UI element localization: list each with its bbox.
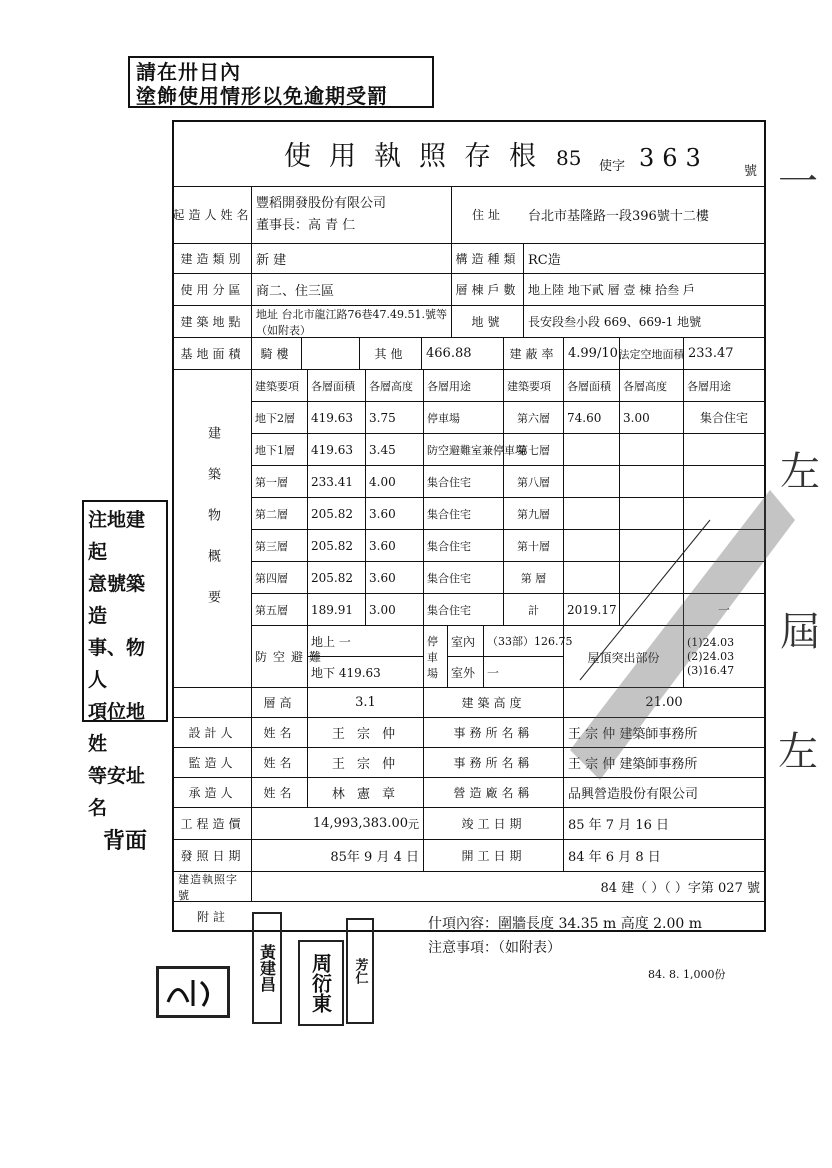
lot-label: 地號 — [452, 306, 524, 337]
start-label: 開工日期 — [424, 840, 564, 871]
title-year: 85 — [556, 146, 582, 170]
roof-value-3: (3)16.47 — [687, 664, 735, 677]
supervisor-office-label: 事務所名稱 — [424, 748, 564, 777]
floor-name-right: 第 層 — [504, 562, 564, 594]
floor-name-right: 第八層 — [504, 466, 564, 498]
notice-stamp-top — [128, 56, 434, 108]
start-date: 84 年 6 月 8 日 — [568, 850, 661, 865]
round-seal — [156, 966, 230, 1018]
issue-date: 85年 9 月 4 日 — [252, 840, 424, 871]
floor-height: 3.60 — [366, 562, 424, 594]
hdr-use: 各層用途 — [424, 370, 504, 402]
roof-value-2: (2)24.03 — [687, 650, 735, 663]
site-row — [174, 306, 764, 338]
hdr-area-2: 各層面積 — [564, 370, 620, 402]
site-label: 建築地點 — [174, 306, 252, 337]
floor-area: 205.82 — [308, 530, 366, 562]
coverage-label: 建蔽率 — [504, 338, 564, 369]
structure-label: 構造種類 — [452, 244, 524, 273]
floor-name: 第二層 — [252, 498, 308, 530]
arcade-value — [302, 338, 360, 369]
roof-label: 屋頂突出部份 — [564, 626, 684, 688]
contractor-name: 林 憲 章 — [308, 778, 424, 807]
shelter-below: 地下 419.63 — [308, 657, 424, 688]
floor-area-right — [564, 434, 620, 466]
parking-label: 停車場 — [424, 626, 448, 688]
floor-use: 停車場 — [424, 402, 504, 434]
lot-value: 長安段叁小段 669、669-1 地號 — [528, 315, 702, 329]
builder-company: 豐稻開發股份有限公司 — [256, 195, 387, 211]
section-label: 建築物概要 — [174, 370, 252, 688]
title-word: 使字 — [599, 159, 626, 174]
roof-value-1: (1)24.03 — [687, 636, 735, 649]
notes-line-1: 什項內容：圍牆長度 34.35 m 高度 2.00 m — [428, 916, 703, 932]
other-label: 其他 — [360, 338, 422, 369]
seal-official-2: 周衍東 — [298, 940, 344, 1026]
floor-name: 第四層 — [252, 562, 308, 594]
floor-use: 集合住宅 — [424, 498, 504, 530]
hdr-height: 各層高度 — [366, 370, 424, 402]
floor-area: 205.82 — [308, 562, 366, 594]
build-type-value: 新 建 — [252, 244, 452, 273]
designer-name-label: 姓名 — [252, 718, 308, 747]
area-label: 基地面積 — [174, 338, 252, 369]
parking-outdoor-value: 一 — [484, 657, 564, 688]
print-footer: 84. 8. 1,000份 — [648, 968, 726, 981]
floor-area: 189.91 — [308, 594, 366, 626]
floor-name-right: 第六層 — [504, 402, 564, 434]
arcade-label: 騎樓 — [252, 338, 302, 369]
complete-date: 85 年 7 月 16 日 — [568, 818, 670, 833]
height-value: 21.00 — [645, 695, 683, 710]
coverage-value: 4.99/10 — [564, 338, 620, 369]
floor-height: 3.45 — [366, 434, 424, 466]
height-label: 建築高度 — [424, 688, 564, 717]
floor-height: 4.00 — [366, 466, 424, 498]
floor-height: 3.00 — [366, 594, 424, 626]
site-value: 地址 台北市龍江路76巷47.49.51.號等（如附表） — [252, 306, 452, 337]
notice-stamp-side — [82, 500, 168, 854]
permit-row — [174, 872, 764, 902]
seal-official-1: 黃建昌 — [252, 912, 282, 1024]
floor-name: 地下1層 — [252, 434, 308, 466]
build-type-row — [174, 244, 764, 274]
hdr-area: 各層面積 — [308, 370, 366, 402]
floor-height: 3.60 — [366, 498, 424, 530]
issue-row — [174, 840, 764, 872]
floor-height-right — [620, 434, 684, 466]
title-number: 363 — [639, 144, 709, 172]
cost-unit: 元 — [408, 817, 419, 831]
designer-label: 設計人 — [174, 718, 252, 747]
contractor-firm: 品興營造股份有限公司 — [568, 787, 699, 802]
complete-label: 竣工日期 — [424, 808, 564, 839]
floor-use: 防空避難室兼停車場 — [424, 434, 504, 466]
floor-name-right: 第七層 — [504, 434, 564, 466]
floor-name: 第三層 — [252, 530, 308, 562]
notice-line-2: 塗飾使用情形以免逾期受罰 — [136, 84, 388, 108]
cost-value-cell — [252, 808, 424, 839]
hdr-height-2: 各層高度 — [620, 370, 684, 402]
side-line-1: 注地建起 — [88, 509, 146, 563]
floor-area: 233.41 — [308, 466, 366, 498]
open-space-label: 法定空地面積 — [620, 338, 684, 369]
builder-name — [252, 186, 452, 243]
floor-height: 3.75 — [366, 402, 424, 434]
title-suffix: 號 — [744, 164, 758, 179]
contractor-name-label: 姓名 — [252, 778, 308, 807]
page-title: 使用執照存根 — [284, 141, 554, 172]
parking-indoor-label: 室內 — [448, 626, 484, 657]
supervisor-office: 王 宗 仲 建築師事務所 — [568, 757, 698, 772]
side-back-label: 背面 — [102, 828, 147, 854]
edge-char-3: 屆 — [780, 609, 820, 655]
floors-label: 層棟戶數 — [452, 274, 524, 305]
floor-name: 地下2層 — [252, 402, 308, 434]
area-row — [174, 338, 764, 370]
floor-name-right: 第十層 — [504, 530, 564, 562]
floor-name-right: 計 — [504, 594, 564, 626]
designer-office: 王 宗 仲 建築師事務所 — [568, 727, 698, 742]
builder-row — [174, 186, 764, 244]
floor-use: 集合住宅 — [424, 466, 504, 498]
floor-name: 第一層 — [252, 466, 308, 498]
shelter-label: 防空避難 — [252, 626, 308, 688]
contractor-firm-label: 營造廠名稱 — [424, 778, 564, 807]
levels-label: 層高 — [252, 688, 308, 717]
side-line-5: 等安址名 — [88, 765, 146, 819]
permit-label: 建造執照字號 — [174, 872, 252, 901]
supervisor-name: 王 宗 仲 — [308, 748, 424, 777]
side-line-3: 事、物人 — [88, 637, 146, 691]
edge-char-2: 左 — [780, 449, 820, 495]
side-line-2: 意號築造 — [88, 573, 146, 627]
floor-area: 205.82 — [308, 498, 366, 530]
builder-chairman: 董事長：高 青 仁 — [256, 217, 356, 233]
designer-office-label: 事務所名稱 — [424, 718, 564, 747]
floor-use: 集合住宅 — [424, 594, 504, 626]
notes-text — [428, 912, 702, 960]
cost-label: 工程造價 — [174, 808, 252, 839]
permit-value: 84 建（ ）（ ）字第 027 號 — [600, 881, 760, 896]
floor-area-right: 74.60 — [564, 402, 620, 434]
floor-use-right: 集合住宅 — [684, 402, 764, 434]
parking-indoor-value: （33部）126.75 — [484, 626, 564, 657]
designer-name: 王 宗 仲 — [308, 718, 424, 747]
zoning-label: 使用分區 — [174, 274, 252, 305]
floor-name: 第五層 — [252, 594, 308, 626]
floor-use-right — [684, 434, 764, 466]
structure-value: RC造 — [528, 253, 561, 268]
builder-address: 台北市基隆路一段396號十二樓 — [528, 209, 709, 224]
hdr-item-2: 建築要項 — [504, 370, 564, 402]
notice-line-1: 請在卅日內 — [136, 60, 241, 84]
side-line-4: 項位地姓 — [88, 701, 146, 755]
zoning-row — [174, 274, 764, 306]
edge-char-4: 左 — [778, 729, 818, 775]
build-type-label: 建造類別 — [174, 244, 252, 273]
scan-shadow — [560, 480, 800, 800]
floor-height: 3.60 — [366, 530, 424, 562]
other-value: 466.88 — [422, 338, 504, 369]
floor-use: 集合住宅 — [424, 562, 504, 594]
notes-label: 附註 — [196, 909, 229, 924]
zoning-value: 商二、住三區 — [252, 274, 452, 305]
edge-char-1: 一 — [778, 159, 818, 205]
seal-official-3: 芳仁 — [346, 918, 374, 1024]
floor-area: 419.63 — [308, 434, 366, 466]
floor-area-right: 2019.17 — [564, 594, 620, 626]
levels-value: 3.1 — [308, 688, 424, 717]
seal-mark-icon — [163, 972, 223, 1012]
floor-area: 419.63 — [308, 402, 366, 434]
floor-use-right: 一 — [684, 594, 764, 626]
builder-label: 起造人姓名 — [174, 186, 252, 243]
cost-value: 14,993,383.00 — [312, 816, 408, 831]
title-row — [174, 122, 764, 187]
open-space-value: 233.47 — [688, 346, 734, 361]
issue-label: 發照日期 — [174, 840, 252, 871]
floor-use: 集合住宅 — [424, 530, 504, 562]
hdr-item: 建築要項 — [252, 370, 308, 402]
address-label: 住址 — [471, 208, 504, 222]
floor-name-right: 第九層 — [504, 498, 564, 530]
supervisor-label: 監造人 — [174, 748, 252, 777]
supervisor-name-label: 姓名 — [252, 748, 308, 777]
floor-height-right: 3.00 — [620, 402, 684, 434]
cost-row — [174, 808, 764, 840]
notes-line-2: 注意事項：（如附表） — [428, 940, 561, 956]
parking-outdoor-label: 室外 — [448, 657, 484, 688]
shelter-above: 地上 一 — [308, 626, 424, 657]
contractor-label: 承造人 — [174, 778, 252, 807]
hdr-use-2: 各層用途 — [684, 370, 764, 402]
floors-value: 地上陸 地下貳 層 壹 棟 拾叁 戶 — [528, 283, 695, 297]
